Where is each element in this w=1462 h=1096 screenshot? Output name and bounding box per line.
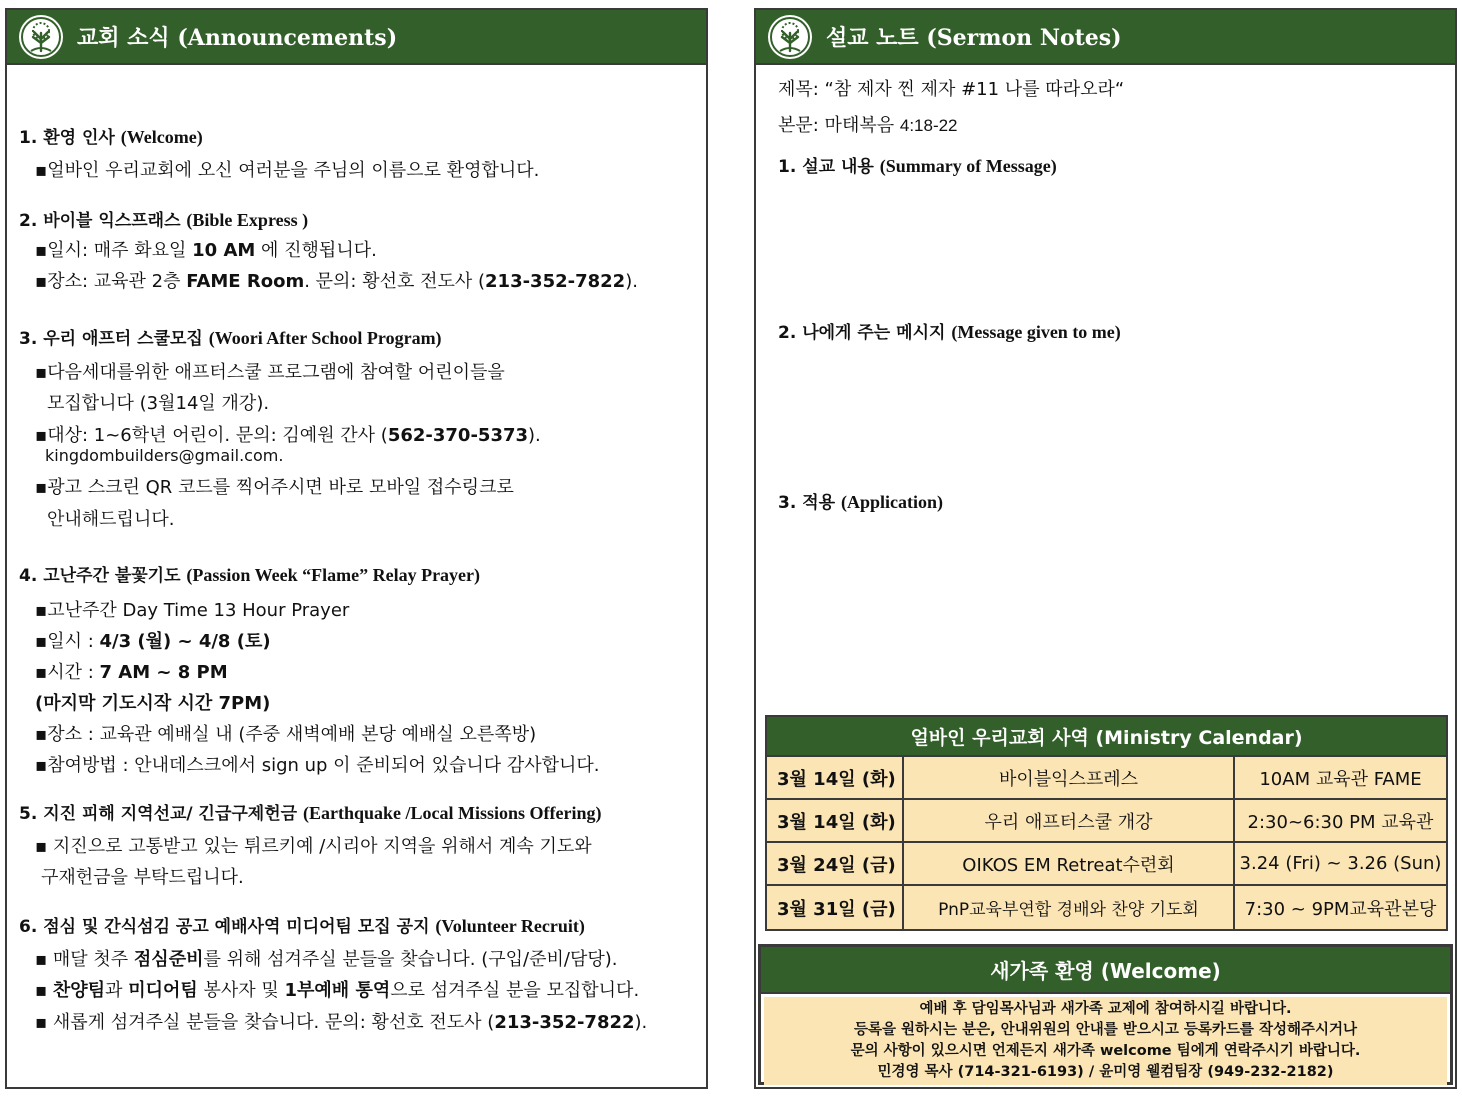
- offering-line: ▪ 지진으로 고통받고 있는 튀르키예 /시리아 지역을 위해서 계속 기도와: [35, 836, 592, 857]
- section-welcome-title: 1. 환영 인사 (Welcome): [19, 127, 203, 148]
- volunteer-teams: ▪ 찬양팀과 미디어팀 봉사자 및 1부예배 통역으로 섬겨주실 분을 모집합니다.: [35, 980, 640, 1001]
- volunteer-contact: ▪ 새롭게 섬겨주실 분들을 찾습니다. 문의: 황선호 전도사 (213-352-7822).: [35, 1012, 648, 1033]
- prayer-dates: ▪일시 : 4/3 (월) ~ 4/8 (토): [35, 631, 271, 652]
- calendar-row: [767, 886, 1446, 929]
- prayer-signup: ▪참여방법 : 안내데스크에서 sign up 이 준비되어 있습니다 감사합니다.: [35, 755, 600, 776]
- welcome-body: [764, 997, 1447, 1085]
- calendar-date: 3월 14일 (화): [767, 757, 904, 798]
- offering-line: 구재헌금을 부탁드립니다.: [41, 867, 244, 888]
- sermon-scripture: 본문: 마태복음 4:18-22: [778, 115, 958, 136]
- prayer-last-start: (마지막 기도시작 시간 7PM): [35, 693, 271, 714]
- calendar-event: 우리 애프터스쿨 개강: [904, 800, 1235, 841]
- welcome-title: 새가족 환영 (Welcome): [761, 947, 1450, 994]
- section-after-school-title: 3. 우리 애프터 스쿨모집 (Woori After School Program): [19, 328, 442, 349]
- calendar-info: 7:30 ~ 9PM교육관본당: [1244, 898, 1437, 920]
- after-school-line: 안내해드립니다.: [47, 509, 175, 530]
- announcements-header: [7, 10, 706, 65]
- volunteer-lunch: ▪ 매달 첫주 점심준비를 위해 섬겨주실 분들을 찾습니다. (구입/준비/담당).: [35, 949, 618, 970]
- welcome-contacts: 민경영 목사 (714-321-6193) / 윤미영 웰컴팀장 (949-232-2182): [877, 1064, 1334, 1080]
- calendar-info: 10AM 교육관 FAME: [1259, 768, 1422, 790]
- bible-express-place: ▪장소: 교육관 2층 FAME Room. 문의: 황선호 전도사 (213-352-7822).: [35, 271, 638, 292]
- calendar-event: 바이블익스프레스: [904, 757, 1235, 798]
- sermon-panel: [754, 8, 1457, 1089]
- church-logo-icon: [19, 15, 63, 59]
- after-school-contact: ▪대상: 1~6학년 어린이. 문의: 김예원 간사 (562-370-5373).: [35, 425, 541, 446]
- sermon-title-line: 제목: “참 제자 찐 제자 #11 나를 따라오라“: [778, 79, 1125, 100]
- after-school-line: 모집합니다 (3월14일 개강).: [47, 393, 270, 414]
- church-logo-icon: [768, 15, 812, 59]
- ministry-calendar: [765, 715, 1448, 931]
- calendar-title: 얼바인 우리교회 사역 (Ministry Calendar): [767, 717, 1446, 757]
- calendar-info: 2:30~6:30 PM 교육관: [1247, 811, 1434, 833]
- welcome-line: 문의 사항이 있으시면 언제든지 새가족 welcome 팀에게 연락주시기 바랍니다.: [850, 1043, 1361, 1059]
- bible-express-time: ▪일시: 매주 화요일 10 AM 에 진행됩니다.: [35, 240, 377, 261]
- calendar-event: PnP교육부연합 경배와 찬양 기도회: [904, 886, 1235, 929]
- welcome-line: 등록을 원하시는 분은, 안내위원의 안내를 받으시고 등록카드를 작성해주시거나: [853, 1022, 1358, 1038]
- calendar-date: 3월 14일 (화): [767, 800, 904, 841]
- sermon-message-title: 2. 나에게 주는 메시지 (Message given to me): [778, 322, 1121, 343]
- sermon-summary-title: 1. 설교 내용 (Summary of Message): [778, 156, 1057, 177]
- section-bible-express-title: 2. 바이블 익스프래스 (Bible Express ): [19, 210, 309, 231]
- welcome-line: 예배 후 담임목사님과 새가족 교제에 참여하시길 바랍니다.: [919, 1001, 1292, 1017]
- sermon-title: 설교 노트 (Sermon Notes): [826, 25, 1122, 51]
- section-volunteer-title: 6. 점심 및 간식섬김 공고 예배사역 미디어팀 모집 공지 (Volunteer Recruit): [19, 916, 585, 937]
- sermon-header: [756, 10, 1455, 65]
- prayer-place: ▪장소 : 교육관 예배실 내 (주중 새벽예배 본당 예배실 오른쪽방): [35, 724, 537, 745]
- calendar-date: 3월 31일 (금): [767, 886, 904, 929]
- prayer-time: ▪시간 : 7 AM ~ 8 PM: [35, 662, 228, 683]
- calendar-row: [767, 843, 1446, 886]
- calendar-row: [767, 800, 1446, 843]
- section-prayer-title: 4. 고난주간 불꽃기도 (Passion Week “Flame” Relay Prayer): [19, 565, 481, 586]
- prayer-line: ▪고난주간 Day Time 13 Hour Prayer: [35, 600, 350, 621]
- announcements-panel: [5, 8, 708, 1089]
- announcements-title: 교회 소식 (Announcements): [77, 25, 398, 51]
- section-offering-title: 5. 지진 피해 지역선교/ 긴급구제헌금 (Earthquake /Local Missions Offering): [19, 803, 602, 824]
- calendar-event: OIKOS EM Retreat수련회: [904, 843, 1235, 884]
- calendar-info: 3.24 (Fri) ~ 3.26 (Sun): [1239, 853, 1442, 874]
- sermon-application-title: 3. 적용 (Application): [778, 492, 943, 513]
- welcome-line: ▪얼바인 우리교회에 오신 여러분을 주님의 이름으로 환영합니다.: [35, 160, 540, 181]
- after-school-email: kingdombuilders@gmail.com.: [45, 446, 284, 465]
- calendar-row: [767, 757, 1446, 800]
- calendar-date: 3월 24일 (금): [767, 843, 904, 884]
- after-school-line: ▪다음세대를위한 애프터스쿨 프로그램에 참여할 어린이들을: [35, 362, 505, 383]
- new-family-welcome: [758, 944, 1453, 1085]
- after-school-line: ▪광고 스크린 QR 코드를 찍어주시면 바로 모바일 접수링크로: [35, 477, 514, 498]
